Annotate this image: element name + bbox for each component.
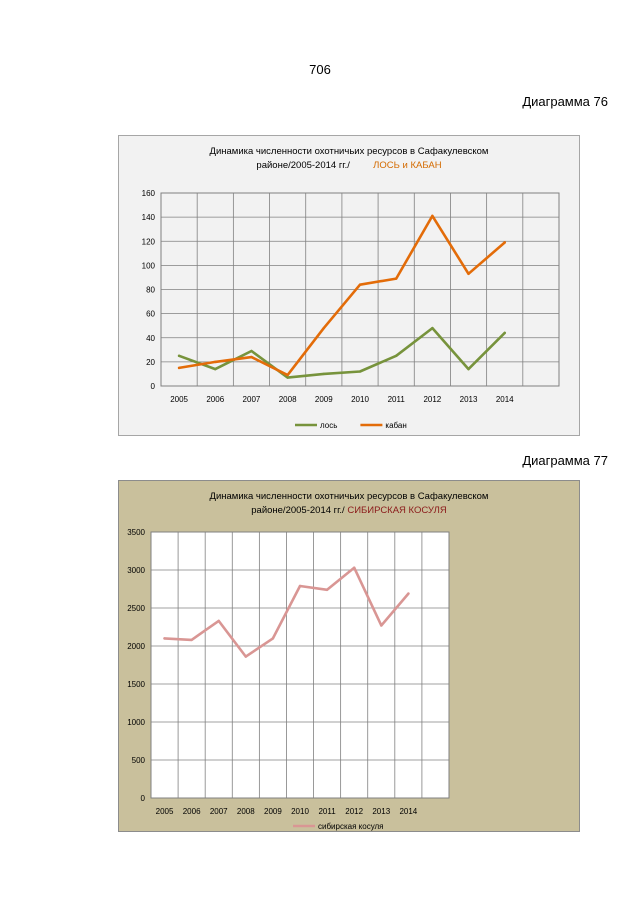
x-tick-label: 2010 [291,807,309,816]
legend-label: кабан [385,421,407,430]
y-tick-label: 20 [146,357,155,367]
data-point [214,361,216,363]
roe-deer-plot [119,481,579,831]
x-tick-label: 2014 [495,395,514,404]
x-tick-label: 2011 [318,807,336,816]
data-point [504,332,506,334]
y-tick-label: 140 [141,213,155,223]
data-point [245,655,247,657]
data-point [250,356,252,358]
y-tick-label: 40 [146,333,155,343]
data-point [431,327,433,329]
data-point [190,639,192,641]
y-tick-label: 500 [131,756,145,765]
data-point [407,592,409,594]
legend-label: лось [320,421,338,430]
y-tick-label: 0 [140,794,145,803]
chart-title-line1: Динамика численности охотничьих ресурсов в Сафакулевском [209,146,489,157]
y-tick-label: 3000 [127,566,145,575]
data-point [467,273,469,275]
y-tick-label: 60 [146,309,155,319]
data-point [467,368,469,370]
data-point [286,374,288,376]
x-tick-label: 2010 [351,395,369,404]
data-point [163,637,165,639]
x-tick-label: 2007 [242,395,261,404]
data-point [359,370,361,372]
page-number: 706 [309,62,331,77]
x-tick-label: 2008 [278,395,297,404]
x-tick-label: 2012 [345,807,364,816]
data-point [504,241,506,243]
x-tick-label: 2006 [206,395,225,404]
data-point [299,585,301,587]
data-point [353,567,355,569]
y-tick-label: 120 [141,237,155,247]
x-tick-label: 2005 [155,807,174,816]
data-point [323,373,325,375]
y-tick-label: 0 [150,382,155,391]
y-tick-label: 2500 [127,604,145,613]
x-tick-label: 2009 [314,395,333,404]
y-tick-label: 80 [146,285,155,295]
chart-title-accent: ЛОСЬ и КАБАН [373,160,442,171]
legend-label: сибирская косуля [318,822,384,831]
moose-boar-chart [118,135,580,436]
data-point [326,589,328,591]
moose-boar-plot [119,136,579,435]
chart-title-line2-text: районе/2005-2014 гг./ [256,160,350,171]
data-point [272,637,274,639]
x-tick-label: 2005 [170,395,188,404]
y-tick-label: 100 [141,261,155,271]
data-point [395,277,397,279]
data-point [178,367,180,369]
y-tick-label: 160 [141,189,155,198]
x-tick-label: 2007 [209,807,228,816]
data-point [359,283,361,285]
roe-deer-chart [118,480,580,832]
data-point [214,368,216,370]
data-point [395,355,397,357]
x-tick-label: 2011 [387,395,405,404]
chart-title-line2-text: районе/2005-2014 гг./ [251,505,345,516]
x-tick-label: 2006 [182,807,201,816]
x-tick-label: 2013 [372,807,391,816]
y-tick-label: 1000 [127,718,145,727]
x-tick-label: 2008 [236,807,255,816]
data-point [218,620,220,622]
y-tick-label: 1500 [127,680,145,689]
x-tick-label: 2013 [459,395,478,404]
chart-title-line1: Динамика численности охотничьих ресурсов в Сафакулевском [209,491,489,502]
data-point [431,215,433,217]
data-point [178,355,180,357]
data-point [250,350,252,352]
y-tick-label: 3500 [127,528,145,537]
plot-area [151,532,449,798]
y-tick-label: 2000 [127,642,145,651]
diagram-77-caption: Диаграмма 77 [522,453,608,468]
chart-title-accent: СИБИРСКАЯ КОСУЛЯ [347,505,447,516]
data-point [323,327,325,329]
x-tick-label: 2012 [423,395,442,404]
data-point [380,624,382,626]
x-tick-label: 2014 [399,807,418,816]
x-tick-label: 2009 [264,807,282,816]
data-point [286,376,288,378]
diagram-76-caption: Диаграмма 76 [522,94,608,109]
